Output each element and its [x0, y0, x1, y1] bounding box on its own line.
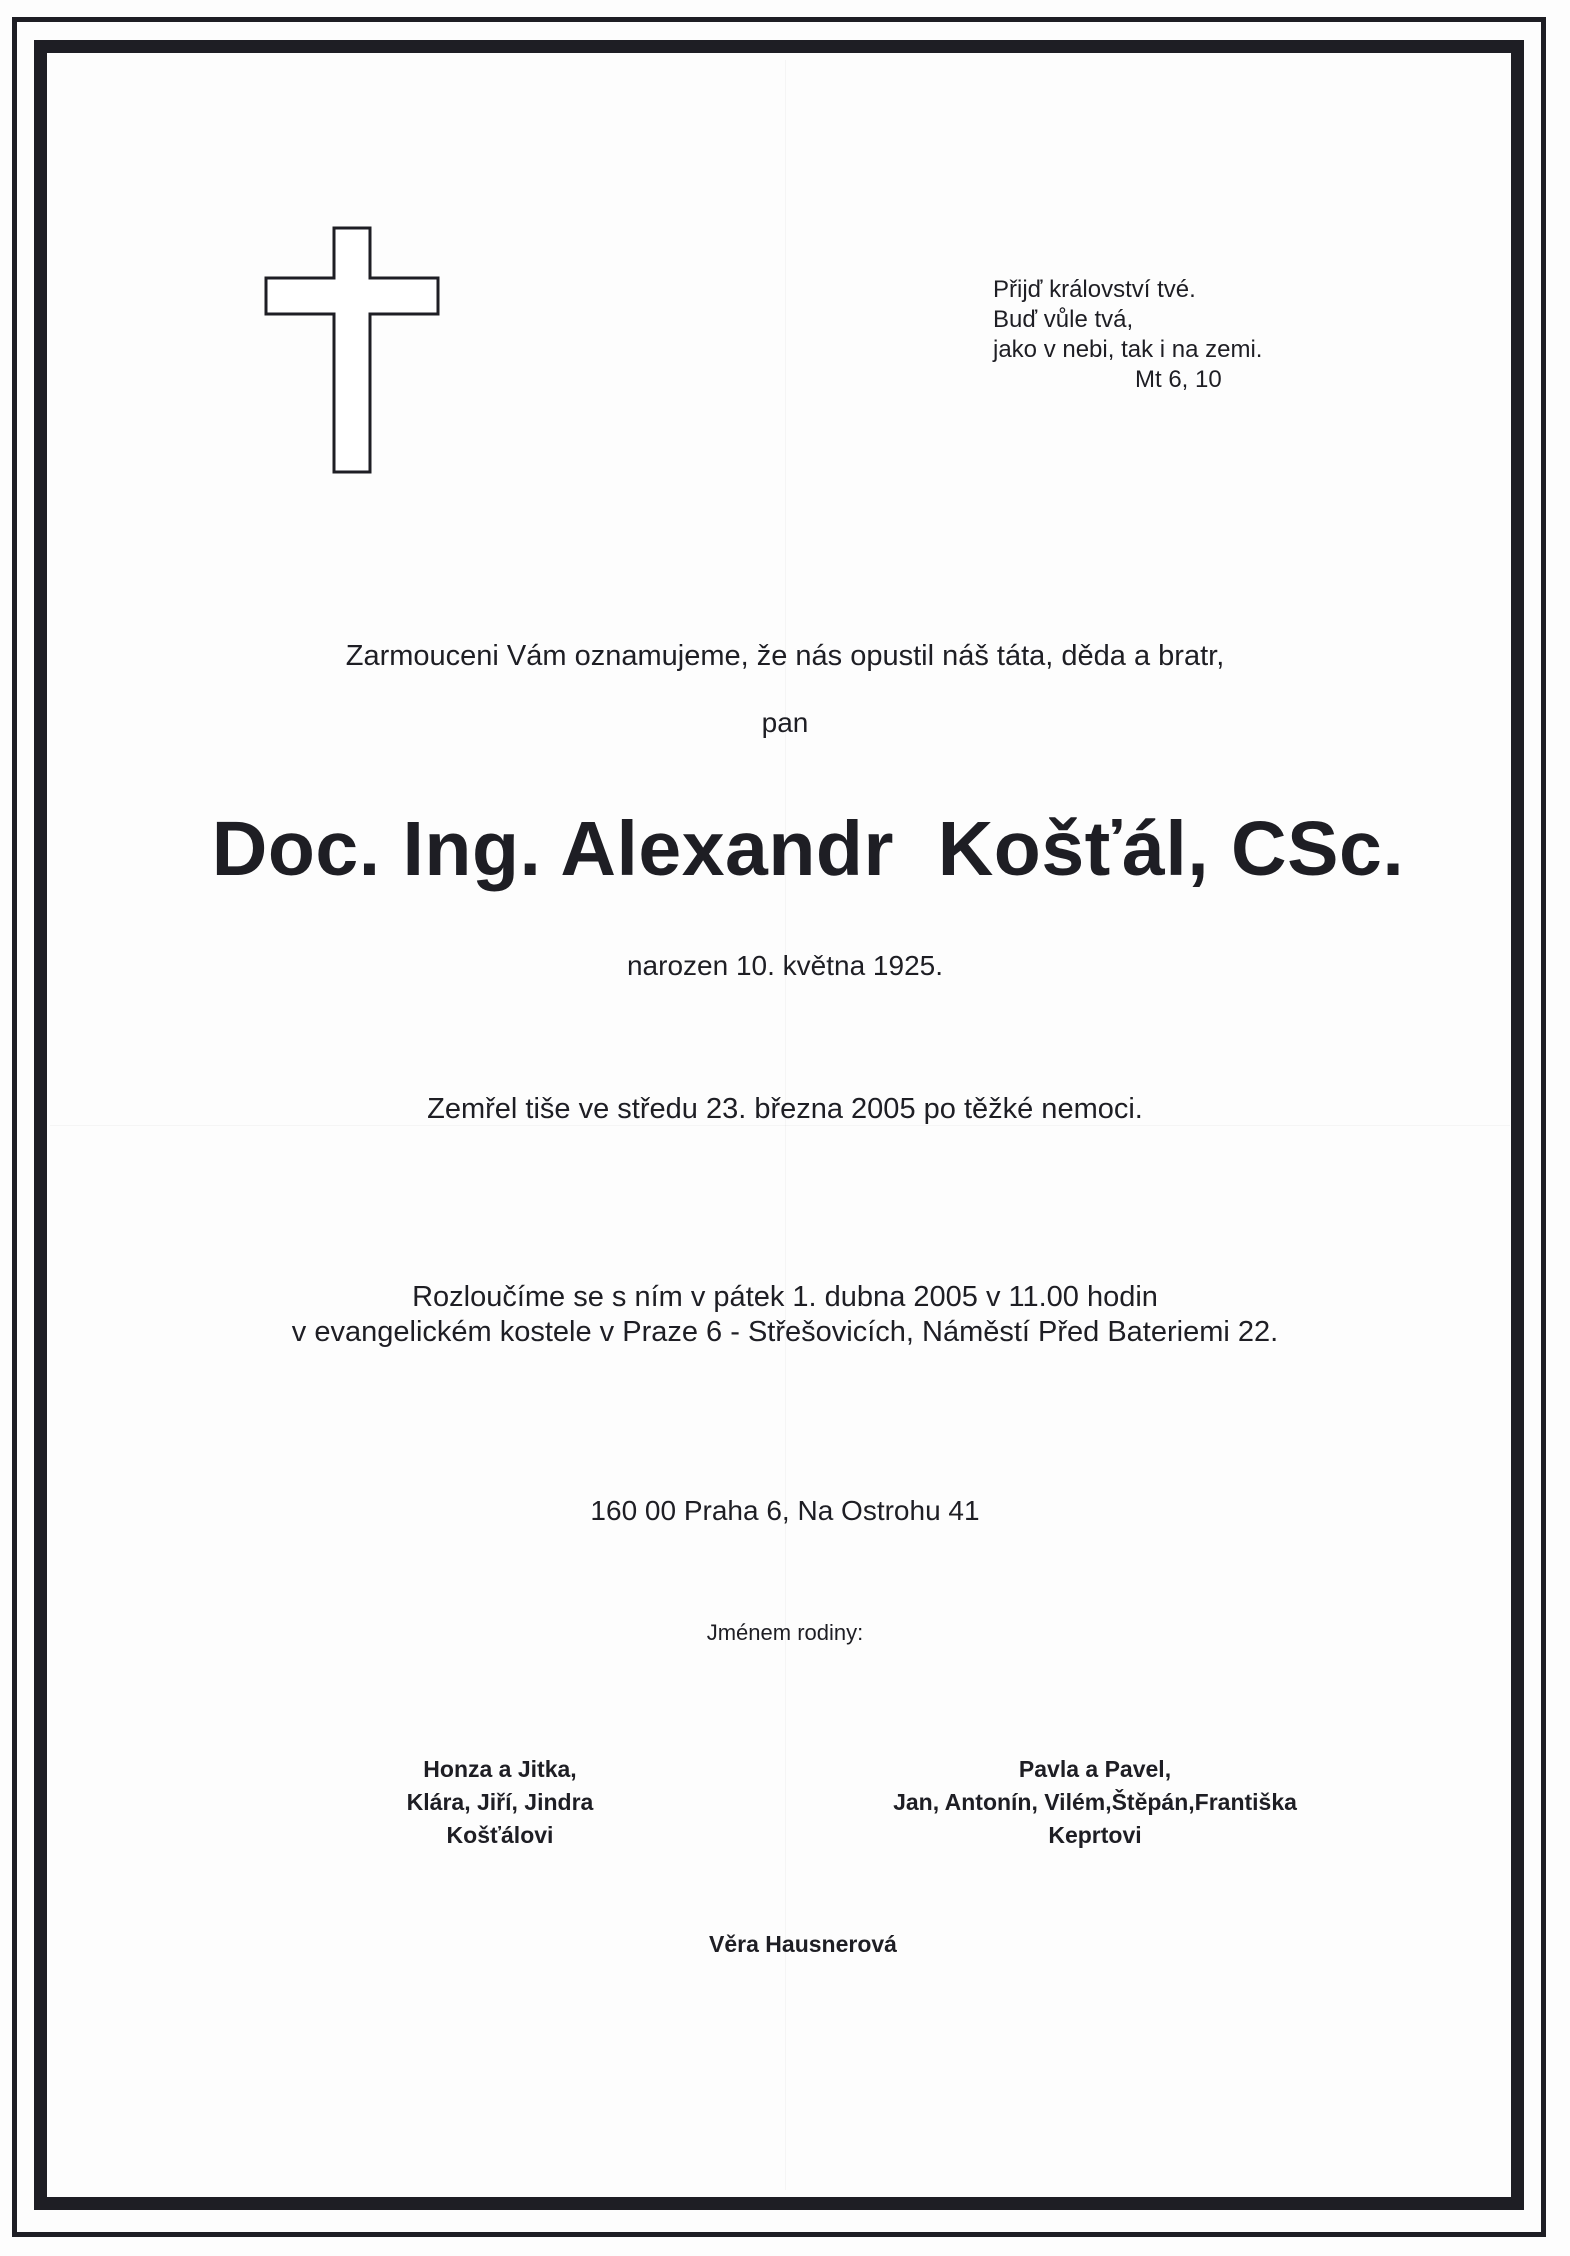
- signature-left-line-2: Klára, Jiří, Jindra: [406, 1789, 594, 1815]
- verse-line-3: jako v nebi, tak i na zemi.: [993, 336, 1263, 363]
- farewell-details: [0, 1280, 1570, 1350]
- deceased-name: Doc. Ing. Alexandr Košťál, CSc.: [211, 806, 1405, 892]
- farewell-line-1: Rozloučíme se s ním v pátek 1. dubna 2005 v 11.00 hodin: [412, 1281, 1158, 1313]
- verse-line-2: Buď vůle tvá,: [993, 306, 1134, 333]
- verse-reference: Mt 6, 10: [1135, 366, 1222, 393]
- family-address: 160 00 Praha 6, Na Ostrohu 41: [590, 1495, 980, 1526]
- bible-verse: [993, 275, 1262, 395]
- salutation: pan: [761, 707, 809, 738]
- signature-right: [795, 1753, 1395, 1852]
- signature-left-line-1: Honza a Jitka,: [423, 1756, 577, 1782]
- signature-right-line-2: Jan, Antonín, Vilém,Štěpán,Františka: [893, 1789, 1297, 1815]
- birth-date: narozen 10. května 1925.: [626, 950, 943, 981]
- farewell-line-2: v evangelickém kostele v Praze 6 - Střešovicích, Náměstí Před Bateriemi 22.: [291, 1316, 1279, 1348]
- signature-left: [300, 1753, 700, 1852]
- signature-bottom: Věra Hausnerová: [709, 1931, 897, 1957]
- death-notice: Zemřel tiše ve středu 23. března 2005 po těžké nemoci.: [427, 1093, 1143, 1125]
- signature-left-line-3: Košťálovi: [446, 1822, 554, 1848]
- announcement-intro: Zarmouceni Vám oznamujeme, že nás opustil náš táta, děda a bratr,: [345, 640, 1225, 672]
- signature-right-line-1: Pavla a Pavel,: [1018, 1756, 1172, 1782]
- cross-icon: [264, 226, 440, 474]
- signature-right-line-3: Keprtovi: [1048, 1822, 1142, 1848]
- verse-line-1: Přijď království tvé.: [993, 276, 1196, 303]
- family-label: Jménem rodiny:: [706, 1620, 864, 1645]
